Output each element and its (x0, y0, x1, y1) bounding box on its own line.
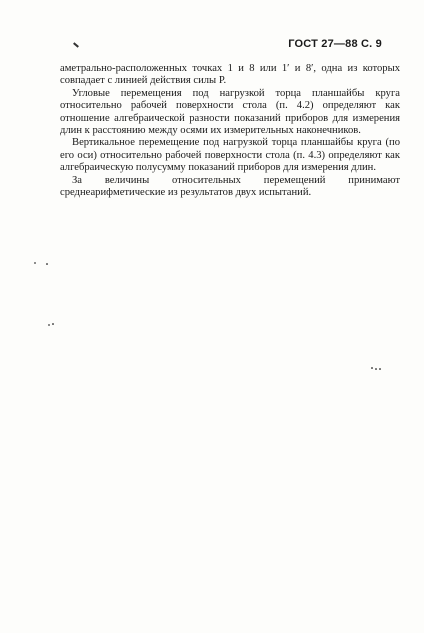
scan-speck (46, 263, 48, 265)
scan-speck (52, 323, 54, 325)
paragraph-relative-displacement: За величины относительных перемещений принимают среднеарифметические из результатов двух испытаний. (60, 174, 400, 199)
scan-speck (34, 262, 36, 264)
paragraph-vertical-displacement: Вертикальное перемещение под нагрузкой торца планшайбы круга (по его оси) относительно рабочей поверхности стола (п. 4.3) определяют как алгебраическую полусумму показаний приборов для измерения длин. (60, 137, 400, 174)
paragraph-angular-displacement: Угловые перемещения под нагрузкой торца планшайбы круга относительно рабочей поверхности стола (п. 4.2) определяют как отношение алгебраической разности показаний приборов для измерения длин к расстоянию между осями их измерительных наконечников. (60, 87, 400, 137)
scan-speck (375, 368, 377, 370)
body-text (60, 63, 400, 199)
paragraph-continuation: аметрально-расположенных точках 1 и 8 или 1′ и 8′, одна из которых совпадает с линией действия силы P. (60, 63, 400, 87)
scan-speck (379, 368, 381, 370)
scan-speck (371, 367, 373, 369)
running-head: ГОСТ 27—88 С. 9 (288, 38, 382, 50)
scan-mark (73, 42, 79, 47)
scan-speck (48, 324, 50, 326)
